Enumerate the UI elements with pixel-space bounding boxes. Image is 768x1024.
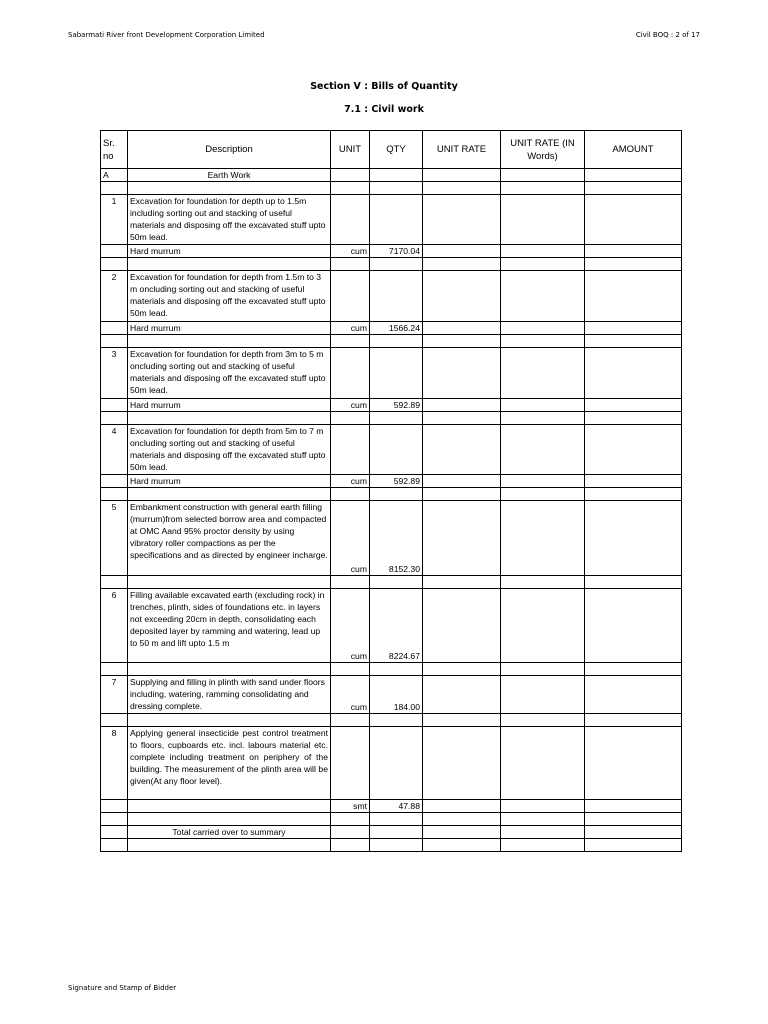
item-description: Excavation for foundation for depth from 5m to 7 m oncluding sorting out and stacking of useful materials and disposing off the excavated stuff upto 50m lead. <box>128 425 331 475</box>
item-qty: 592.89 <box>370 399 423 412</box>
item-sr: 7 <box>101 676 128 714</box>
item-unit: cum <box>331 676 370 714</box>
table-row <box>101 245 682 258</box>
total-row <box>101 826 682 839</box>
item-description: Excavation for foundation for depth from 3m to 5 m oncluding sorting out and stacking of useful materials and disposing off the excavated stuff upto 50m lead. <box>128 348 331 399</box>
table-row <box>101 800 682 813</box>
group-row <box>101 169 682 182</box>
item-unit: cum <box>331 475 370 488</box>
col-header-unit: UNIT <box>331 131 370 169</box>
table-row <box>101 348 682 399</box>
subsection-title: 7.1 : Civil work <box>344 104 424 115</box>
table-row <box>101 425 682 475</box>
group-sr: A <box>101 169 128 182</box>
item-subtype: Hard murrum <box>128 322 331 335</box>
item-qty: 592.89 <box>370 475 423 488</box>
item-description: Applying general insecticide pest control treatment to floors, cupboards etc. incl. labours material etc. complete including treatment on periphery of the building. The measurement of the plinth area will be given(At any floor level). <box>128 727 331 800</box>
item-description: Supplying and filling in plinth with sand under floors including, watering, ramming consolidating and dressing complete. <box>128 676 331 714</box>
item-description: Filling available excavated earth (excluding rock) in trenches, plinth, sides of foundations etc. in layers not exceeding 20cm in depth, consolidating each deposited layer by ramming and watering, lead up to 50 m and lift upto 1.5 m <box>128 589 331 663</box>
item-unit: smt <box>331 800 370 813</box>
boq-table <box>100 130 682 852</box>
item-subtype: Hard murrum <box>128 245 331 258</box>
item-qty: 47.88 <box>370 800 423 813</box>
table-header-row <box>101 131 682 169</box>
table-row <box>101 322 682 335</box>
table-row <box>101 589 682 663</box>
item-qty: 7170.04 <box>370 245 423 258</box>
item-sr: 2 <box>101 271 128 322</box>
item-description: Excavation for foundation for depth from 1.5m to 3 m oncluding sorting out and stacking of useful materials and disposing off the excavated stuff upto 50m lead. <box>128 271 331 322</box>
col-header-unit-rate: UNIT RATE <box>423 131 501 169</box>
header-page-number: Civil BOQ : 2 of 17 <box>635 31 700 39</box>
col-header-unit-rate-words: UNIT RATE (IN Words) <box>501 131 585 169</box>
item-description: Excavation for foundation for depth up to 1.5m including sorting out and stacking of useful materials and disposing off the excavated stuff upto 50m lead. <box>128 195 331 245</box>
item-sr: 6 <box>101 589 128 663</box>
col-header-description: Description <box>128 131 331 169</box>
item-qty: 8152.30 <box>370 501 423 576</box>
table-row <box>101 399 682 412</box>
footer-signature-label: Signature and Stamp of Bidder <box>68 984 177 992</box>
item-unit: cum <box>331 322 370 335</box>
item-sr: 1 <box>101 195 128 245</box>
item-unit: cum <box>331 245 370 258</box>
item-sr: 8 <box>101 727 128 800</box>
col-header-sr: Sr. no <box>101 131 128 169</box>
item-unit: cum <box>331 589 370 663</box>
item-qty: 184.00 <box>370 676 423 714</box>
table-row <box>101 501 682 576</box>
item-unit: cum <box>331 501 370 576</box>
item-subtype: Hard murrum <box>128 399 331 412</box>
item-qty: 1566.24 <box>370 322 423 335</box>
item-sr: 4 <box>101 425 128 475</box>
section-title: Section V : Bills of Quantity <box>310 81 458 92</box>
table-row <box>101 195 682 245</box>
item-qty: 8224.67 <box>370 589 423 663</box>
col-header-amount: AMOUNT <box>585 131 682 169</box>
table-row <box>101 271 682 322</box>
group-label: Earth Work <box>128 169 331 182</box>
item-subtype: Hard murrum <box>128 475 331 488</box>
header-organization: Sabarmati River front Development Corporation Limited <box>68 31 265 39</box>
item-sr: 3 <box>101 348 128 399</box>
table-row <box>101 727 682 800</box>
table-row <box>101 475 682 488</box>
item-unit: cum <box>331 399 370 412</box>
col-header-qty: QTY <box>370 131 423 169</box>
table-row <box>101 676 682 714</box>
total-label: Total carried over to summary <box>128 826 331 839</box>
item-description: Embankment construction with general earth filling (murrum)from selected borrow area and compacted at OMC Aand 95% proctor density by using vibratory roller compactions as per the specifications and as directed by engineer incharge. <box>128 501 331 576</box>
item-sr: 5 <box>101 501 128 576</box>
